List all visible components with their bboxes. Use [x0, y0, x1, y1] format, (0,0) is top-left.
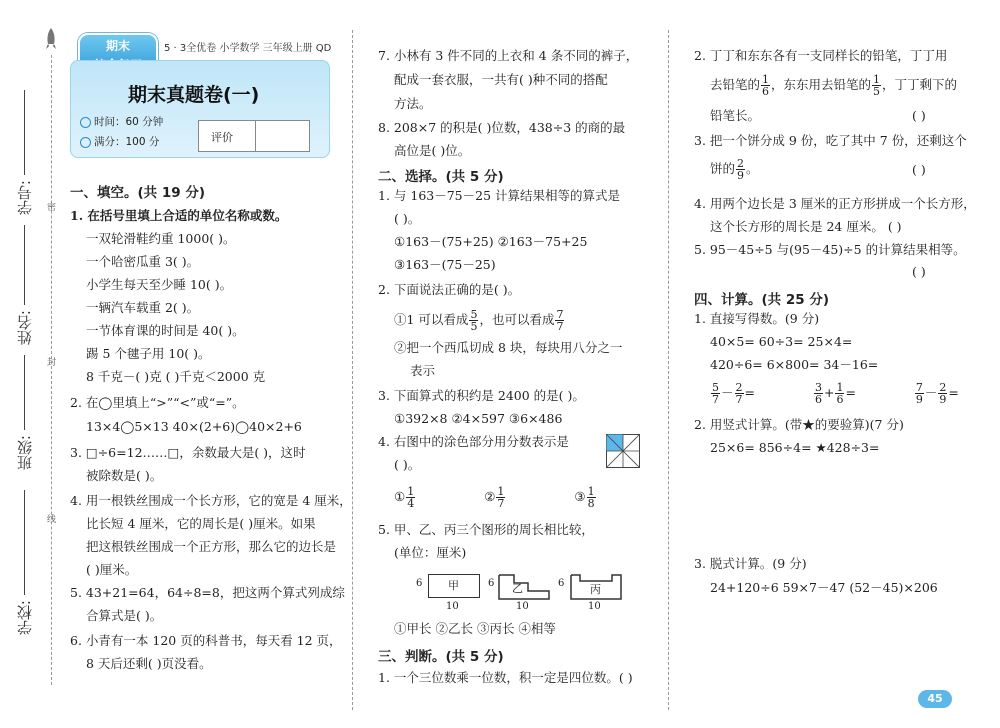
fraction-1-5: $\frac{1}{5}$: [873, 73, 881, 98]
choice-1: 1. 与 163－75－25 计算结果相等的算式是: [378, 188, 621, 203]
judge-2-line-2: [710, 70, 957, 100]
evaluation-box[interactable]: [198, 120, 310, 152]
exam-score: 满分：100 分: [94, 136, 160, 148]
q8-digits: 8. 208×7 的积是( )位数，438÷3 的商的最: [378, 120, 626, 135]
section-calculate: 四、计算。(共 25 分): [694, 292, 830, 308]
calc-1-row-1: 40×5= 60÷3= 25×4=: [710, 334, 853, 349]
label-school: 学校:: [16, 600, 34, 636]
figure-jia-height: 6: [416, 578, 423, 589]
fraction-1-6: $\frac{1}{6}$: [762, 73, 770, 98]
q1-item-e: 一节体育课的时间是 40( )。: [86, 323, 245, 338]
choice-2-option-2-line-2: 表示: [410, 363, 436, 378]
fraction-1-6b: $\frac{1}{6}$: [836, 381, 844, 406]
fraction-1-7: $\frac{1}{7}$: [497, 485, 505, 510]
q1-item-c: 小学生每天至少睡 10( )。: [86, 277, 233, 292]
q2-items: 13×4◯5×13 40×(2+6)◯40×2+6: [86, 419, 302, 434]
figure-bing: [558, 572, 622, 612]
q5-line-2: 合算式是( )。: [86, 608, 163, 623]
figure-jia-label: 甲: [448, 579, 459, 592]
series-title: 5 · 3全优卷 小学数学 三年级上册 QD: [164, 43, 332, 54]
evaluation-divider: [255, 121, 256, 151]
choice-3: 3. 下面算式的积约是 2400 的是( )。: [378, 388, 585, 403]
column-divider-1: [352, 30, 353, 710]
option-3-mark: ③: [574, 489, 586, 504]
judge-3-line-2: 饼的 $\frac{2}{9}$ 。: [710, 157, 759, 182]
figure-yi: [490, 572, 550, 612]
figure-bing-width: 10: [588, 601, 601, 612]
calc-1-row-2: 420÷6= 6×800= 34－16=: [710, 357, 879, 372]
judge-3: 3. 把一个饼分成 9 份，吃了其中 7 份，还剩这个: [694, 133, 967, 148]
choice-2: 2. 下面说法正确的是( )。: [378, 282, 521, 297]
fraction-7-7: $\frac{7}{7}$: [556, 308, 564, 333]
option-2-mark: ②: [484, 489, 496, 504]
section-choice: 二、选择。(共 5 分): [378, 169, 504, 185]
clock-icon: [80, 117, 91, 128]
fraction-5-7: $\frac{5}{7}$: [712, 381, 719, 406]
judge-3-paren[interactable]: ( ): [912, 162, 926, 177]
fraction-7-9: $\frac{7}{9}$: [915, 381, 923, 406]
calc-1-row-3: $\frac{5}{7}$ － $\frac{2}{7}$ = $\frac{3}{6}$ + $\frac{1}{6}$ = $\frac{7}{9}$ － $\frac{2}{9}$ =: [712, 381, 959, 406]
badge-line-1: 期末: [105, 39, 130, 53]
q1-item-f: 踢 5 个毽子用 10( )。: [86, 346, 211, 361]
calc-1: 1. 直接写得数。(9 分): [694, 311, 820, 326]
binding-dash-line: [51, 55, 52, 685]
q4-line-4: ( )厘米。: [86, 562, 138, 577]
section-fill-blanks: 一、填空。(共 19 分): [70, 185, 206, 201]
judge-2-text-b: ，东东用去铅笔的: [771, 77, 872, 92]
field-school[interactable]: [24, 490, 25, 595]
q1-item-b: 一个哈密瓜重 3( )。: [86, 254, 200, 269]
fraction-3-6: $\frac{3}{6}$: [814, 381, 822, 406]
label-class: 班级:: [16, 435, 34, 471]
q7-line-2: 配成一套衣服，一共有( )种不同的搭配: [394, 72, 608, 87]
choice-5-options: ①甲长 ②乙长 ③丙长 ④相等: [394, 621, 556, 636]
fraction-1-8: $\frac{1}{8}$: [587, 485, 595, 510]
choice-1-line-2: ( )。: [394, 211, 421, 226]
binding-xian: 线: [47, 515, 57, 525]
q2-compare: 2. 在◯里填上“>”“<”或“=”。: [70, 395, 245, 410]
q8-line-2: 高位是( )位。: [394, 143, 471, 158]
choice-2-text-a: ①1 可以看成: [394, 312, 469, 327]
choice-5-unit: (单位：厘米): [394, 545, 467, 560]
calc-2-row: 25×6= 856÷4= ★428÷3=: [710, 440, 880, 455]
q4-wire: 4. 用一根铁丝围成一个长方形，它的宽是 4 厘米，: [70, 493, 352, 508]
judge-5-paren[interactable]: ( ): [912, 264, 926, 279]
q7-outfits: 7. 小林有 3 件不同的上衣和 4 条不同的裤子，: [378, 48, 639, 63]
page-number: 45: [927, 692, 943, 705]
binding-feng: 封: [47, 358, 57, 368]
option-1-mark: ①: [394, 489, 406, 504]
fraction-5-5: $\frac{5}{5}$: [470, 308, 478, 333]
binding-mi: 密: [47, 203, 57, 213]
q1-item-d: 一辆汽车载重 2( )。: [86, 300, 200, 315]
choice-4-options: [394, 482, 597, 512]
q5-combined: 5. 43+21=64，64÷8=8，把这两个算式列成综: [70, 585, 345, 600]
judge-3-text: 饼的: [710, 161, 736, 176]
q1-item-g: 8 千克－( )克 ( )千克＜2000 克: [86, 369, 266, 384]
check-icon: [80, 137, 91, 148]
judge-4-line-2: 这个长方形的周长是 24 厘米。 ( ): [710, 219, 902, 234]
q1-fill-units: 1. 在括号里填上合适的单位名称或数。: [70, 208, 288, 223]
shaded-square-figure: [606, 434, 640, 468]
field-name[interactable]: [24, 225, 25, 305]
judge-2: 2. 丁丁和东东各有一支同样长的铅笔，丁丁用: [694, 48, 948, 63]
choice-2-option-1: [394, 305, 565, 335]
judge-2-text-a: 去铅笔的: [710, 77, 761, 92]
choice-1-options-b: ③163－(75－25): [394, 257, 496, 272]
choice-2-option-2: ②把一个西瓜切成 8 块，每块用八分之一: [394, 340, 623, 355]
label-student-number: 学号:: [16, 180, 34, 216]
figure-yi-label: 乙: [512, 582, 523, 595]
q4-line-2: 比长短 4 厘米，它的周长是( )厘米。如果: [86, 516, 316, 531]
q3-line-2: 被除数是( )。: [86, 468, 163, 483]
figure-jia: [416, 572, 480, 612]
choice-1-options-a: ①163－(75+25) ②163－75+25: [394, 234, 588, 249]
choice-2-text-b: ，也可以看成: [479, 312, 555, 327]
q6-line-2: 8 天后还剩( )页没看。: [86, 656, 212, 671]
fraction-2-7: $\frac{2}{7}$: [735, 381, 743, 406]
q3-remainder: 3. □÷6=12……□，余数最大是( )，这时: [70, 445, 306, 460]
calc-3-row: 24+120÷6 59×7－47 (52－45)×206: [710, 580, 938, 595]
judge-2-text-c: ，丁丁剩下的: [882, 77, 958, 92]
fraction-2-9b: $\frac{2}{9}$: [939, 381, 947, 406]
page-title: 期末真题卷(一): [128, 84, 260, 106]
figure-yi-width: 10: [516, 601, 529, 612]
judge-4: 4. 用两个边长是 3 厘米的正方形拼成一个长方形，: [694, 196, 976, 211]
label-name: 姓名:: [16, 310, 34, 346]
choice-4: 4. 右图中的涂色部分用分数表示是: [378, 434, 569, 449]
q7-line-3: 方法。: [394, 96, 432, 111]
choice-3-options: ①392×8 ②4×597 ③6×486: [394, 411, 563, 426]
figure-yi-height: 6: [488, 578, 495, 589]
q4-line-3: 把这根铁丝围成一个正方形，那么它的边长是: [86, 539, 337, 554]
section-judge: 三、判断。(共 5 分): [378, 649, 504, 665]
field-class[interactable]: [24, 355, 25, 430]
column-divider-2: [668, 30, 669, 710]
choice-4-line-2: ( )。: [394, 457, 421, 472]
evaluation-label: 评价: [211, 131, 233, 144]
judge-2-paren[interactable]: ( ): [912, 108, 926, 123]
fraction-2-9: $\frac{2}{9}$: [737, 157, 745, 182]
fraction-1-4: $\frac{1}{4}$: [407, 485, 415, 510]
q1-item-a: 一双轮滑鞋约重 1000( )。: [86, 231, 236, 246]
calc-3: 3. 脱式计算。(9 分): [694, 556, 807, 571]
judge-2-line-3: 铅笔长。: [710, 108, 761, 123]
judge-1: 1. 一个三位数乘一位数，积一定是四位数。( ): [378, 670, 633, 685]
rocket-icon: [44, 28, 58, 50]
figure-jia-width: 10: [446, 601, 459, 612]
q6-book: 6. 小青有一本 120 页的科普书，每天看 12 页，: [70, 633, 342, 648]
exam-time: 时间：60 分钟: [94, 116, 164, 128]
judge-5: 5. 95－45÷5 与(95－45)÷5 的计算结果相等。: [694, 242, 966, 257]
calc-2: 2. 用竖式计算。(带★的要验算)(7 分): [694, 417, 904, 432]
choice-5: 5. 甲、乙、丙三个图形的周长相比较，: [378, 522, 594, 537]
page-number-badge: [918, 690, 952, 708]
figure-bing-height: 6: [558, 578, 565, 589]
figure-bing-label: 丙: [590, 583, 601, 596]
field-student-number[interactable]: [24, 90, 25, 175]
